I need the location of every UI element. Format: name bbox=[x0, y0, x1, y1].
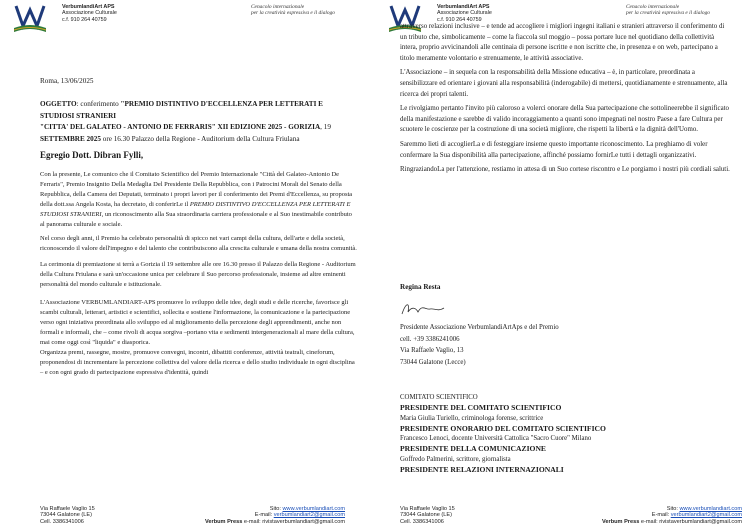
org-info bbox=[62, 4, 117, 23]
assoc-line-2: per la creatività espressiva e il dialogo bbox=[625, 10, 710, 17]
assoc-tagline bbox=[626, 4, 710, 17]
footer-cell: Cell. 3386341006 bbox=[40, 519, 84, 526]
communication-president-label: PRESIDENTE DELLA COMUNICAZIONE bbox=[400, 444, 546, 454]
subject-line-2: "CITTA' DEL GALATEO - ANTONIO DE FERRARIS" XII EDIZIONE 2025 - GORIZIA bbox=[40, 123, 321, 131]
paragraph-7: L'Associazione – in sequela con la responsabilità della Missione educativa – è, in particolare, preordinata a sensibilizzare ed orientare i giovani alla responsabilità (inderogabile) di mettersi, quotidianamente e strenuamente, alla ricerca dei propri talenti. bbox=[400, 69, 728, 98]
committee-list bbox=[400, 393, 740, 475]
assoc-line-2: per la creatività espressiva e il dialogo bbox=[250, 10, 335, 17]
footer-cell: Cell. 3386341006 bbox=[400, 519, 444, 526]
footer-street: Via Raffaele Vaglio 15 bbox=[40, 505, 95, 512]
email-link[interactable]: verbumlandiart2@gmail.com bbox=[670, 512, 742, 519]
letter-body-left bbox=[40, 170, 358, 382]
signer-name: Regina Resta bbox=[400, 283, 441, 291]
signer-role: Presidente Associazione VerbumlandiArtAps e del Premio bbox=[400, 324, 559, 331]
paragraph-4: L'Associazione VERBUMLANDIART-APS promuove lo sviluppo delle idee, degli studi e delle ricerche, favorisce gli scambi culturali, letterari, artistici e scientifici, sollecita e sostiene l'informazione, la comunicazione e la partecipazione verso ogni iniziativa preordinata allo sviluppo ed al miglioramento della percezione degli apprendimenti, anche non formali e informali, che – come rivoli di acqua sorgiva –portano vita e sedimenti intergenerazionali al mare della cultura, mai come oggi così "liquida" e diasporica. bbox=[40, 299, 355, 346]
site-label: Sito: bbox=[666, 505, 680, 512]
press-email-label: e-mail: bbox=[639, 519, 660, 526]
paragraph-10: RingraziandoLa per l'attenzione, restiamo in attesa di un Suo cortese riscontro e Le porgiamo i nostri più cordiali saluti. bbox=[400, 166, 730, 174]
subject-venue: ore 16.30 Palazzo della Regione - Auditorium della Cultura Friulana bbox=[100, 134, 300, 143]
footer-address bbox=[400, 506, 455, 526]
press-label: Verbum Press bbox=[205, 519, 243, 526]
site-label: Sito: bbox=[269, 505, 283, 512]
signer-city: 73044 Galatone (Lecce) bbox=[400, 358, 466, 366]
assoc-line-1: Cenacolo internazionale bbox=[625, 4, 680, 10]
letter-page-2 bbox=[375, 0, 750, 530]
letter-body-right bbox=[400, 22, 732, 180]
assoc-tagline bbox=[251, 4, 335, 17]
org-name: VerbumlandiArt APS bbox=[62, 4, 115, 10]
press-label: Verbum Press bbox=[602, 519, 640, 526]
signer-street: Via Raffaele Vaglio, 13 bbox=[400, 347, 464, 355]
footer-street: Via Raffaele Vaglio 15 bbox=[400, 505, 455, 512]
committee-title: COMITATO SCIENTIFICO bbox=[400, 394, 478, 401]
org-info bbox=[437, 4, 492, 23]
award-name: PREMIO DISTINTIVO D'ECCELLENZA PER LETTERATI E STUDIOSI STRANIERI bbox=[40, 201, 351, 218]
email-label: E-mail: bbox=[254, 512, 274, 519]
org-name: VerbumlandiArt APS bbox=[437, 4, 490, 10]
assoc-line-1: Cenacolo internazionale bbox=[250, 4, 305, 10]
paragraph-5: Organizza premi, rassegne, mostre, promuove convegni, incontri, dibattiti conferenze, attività teatrali, cineforum, proponendosi di incrementare la percezione collettiva del valore della ricerca e dello studio individuale in ogni disciplina – e con ogni grado di partecipazione espressiva d'identità, quindi bbox=[40, 349, 355, 376]
press-email-label: e-mail: bbox=[242, 519, 263, 526]
committee-president-label: PRESIDENTE DEL COMITATO SCIENTIFICO bbox=[400, 403, 562, 413]
org-cf: c.f. 910 264 40759 bbox=[62, 16, 107, 23]
committee-president-name: Maria Giulia Turiello, criminologa forense, scrittrice bbox=[400, 414, 544, 422]
site-link[interactable]: www.verbumlandiart.com bbox=[679, 505, 742, 512]
press-email[interactable]: rivistaverbumlandiart@gmail.com bbox=[659, 519, 742, 526]
p1-text: Con la presente, Le comunico che il Comitato Scientifico del Premio Internazionale "Città del Galateo-Antonio De Ferraris", Premio Insignito Della Medaglia Del Presidente Della Repubblica, con i Patrocini Morali del Senato della Repubblica, della Camera dei Deputati, terminato i propri lavori per il conferimento dei Premi d'Eccellenza, su proposta della dott.ssa Angela Kosta, ha decretato, di conferirLe il bbox=[40, 171, 353, 208]
handwritten-signature bbox=[400, 300, 448, 318]
subject-lead: : conferimento bbox=[76, 100, 121, 108]
verbumlandiart-logo bbox=[13, 4, 47, 34]
org-type: Associazione Culturale bbox=[437, 10, 492, 17]
press-email[interactable]: rivistaverbumlandiart@gmail.com bbox=[262, 519, 345, 526]
subject-title: "PREMIO DISTINTIVO D'ECCELLENZA PER LETTERATI E STUDIOSI STRANIERI bbox=[40, 100, 323, 120]
footer-city: 73044 Galatone (LE) bbox=[400, 512, 452, 519]
paragraph-8: Le rivolgiamo pertanto l'invito più caloroso a volerci onorare della Sua partecipazione che sottolineerebbe il significato della manifestazione e sarebbe di valido incoraggiamento a quanti sono impegnati nel nostro Paese a fare Cultura per scuotere le coscienze per la costruzione di una società migliore, che rispetti la libertà e la dignità dell'Uomo. bbox=[400, 105, 730, 134]
paragraph-6: attraverso relazioni inclusive – e tende ad accogliere i migliori ingegni italiani e stranieri attraverso il conferimento di un tributo che, simbolicamente – come la fiaccola sul moggio – possa portare luce nel quotidiano della collettività intera, proprio avvicinandoli alle centinaia di persone iscritte e non iscritte che, in presenza e on web, partecipano a titolo meramente volontario e strenuamente, le attività associative. bbox=[400, 23, 725, 62]
email-link[interactable]: verbumlandiart2@gmail.com bbox=[273, 512, 345, 519]
letter-subject bbox=[40, 99, 358, 145]
signer-cell: cell. +39 3386241006 bbox=[400, 335, 460, 343]
email-label: E-mail: bbox=[651, 512, 671, 519]
honorary-president-name: Francesco Lenoci, docente Università Cattolica "Sacro Cuore" Milano bbox=[400, 435, 592, 443]
paragraph-9: Saremmo lieti di accoglierLa e di festeggiare insieme questo importante riconoscimento. La preghiamo di voler confermare la Sua disponibilità alla partecipazione, affinché possiamo fornirLe tutti i dettagli organizzativi. bbox=[400, 140, 708, 159]
footer-contacts bbox=[205, 506, 345, 526]
paragraph-3: La cerimonia di premiazione si terrà a Gorizia il 19 settembre alle ore 16.30 presso il Palazzo della Regione - Auditorium della Cultura Friulana e sarà un'occasione unica per celebrare il Suo percorso professionale, insieme ad altre eminenti personalità del mondo culturale e istituzionale. bbox=[40, 261, 356, 288]
signer-details bbox=[400, 322, 740, 368]
paragraph-2: Nel corso degli anni, il Premio ha celebrato personalità di spicco nei vari campi della cultura, dell'arte e della società, riconoscendo il valore dell'impegno e del talento che contribuiscono alla crescita culturale e umana della nostra comunità. bbox=[40, 235, 357, 252]
subject-label: OGGETTO bbox=[40, 100, 77, 108]
site-link[interactable]: www.verbumlandiart.com bbox=[282, 505, 345, 512]
footer-address bbox=[40, 506, 95, 526]
subject-date: SETTEMBRE 2025 bbox=[40, 134, 101, 143]
org-cf: c.f. 910 264 40759 bbox=[437, 16, 482, 23]
p1-text-end: , un riconoscimento alla Sua straordinaria carriera professionale e al Suo inestimabile contributo al panorama culturale e sociale. bbox=[40, 211, 352, 228]
honorary-president-label: PRESIDENTE ONORARIO DEL COMITATO SCIENTIFICO bbox=[400, 423, 606, 433]
footer-city: 73044 Galatone (LE) bbox=[40, 512, 92, 519]
salutation: Egregio Dott. Dibran Fylli, bbox=[40, 150, 144, 160]
communication-president-name: Goffredo Palmerini, scrittore, giornalista bbox=[400, 455, 511, 463]
paragraph-1 bbox=[40, 170, 358, 230]
international-relations-label: PRESIDENTE RELAZIONI INTERNAZIONALI bbox=[400, 465, 564, 475]
subject-line-2b: , 19 bbox=[320, 123, 331, 131]
footer-contacts bbox=[602, 506, 742, 526]
org-type: Associazione Culturale bbox=[62, 10, 117, 17]
letter-date: Roma, 13/06/2025 bbox=[40, 77, 94, 85]
